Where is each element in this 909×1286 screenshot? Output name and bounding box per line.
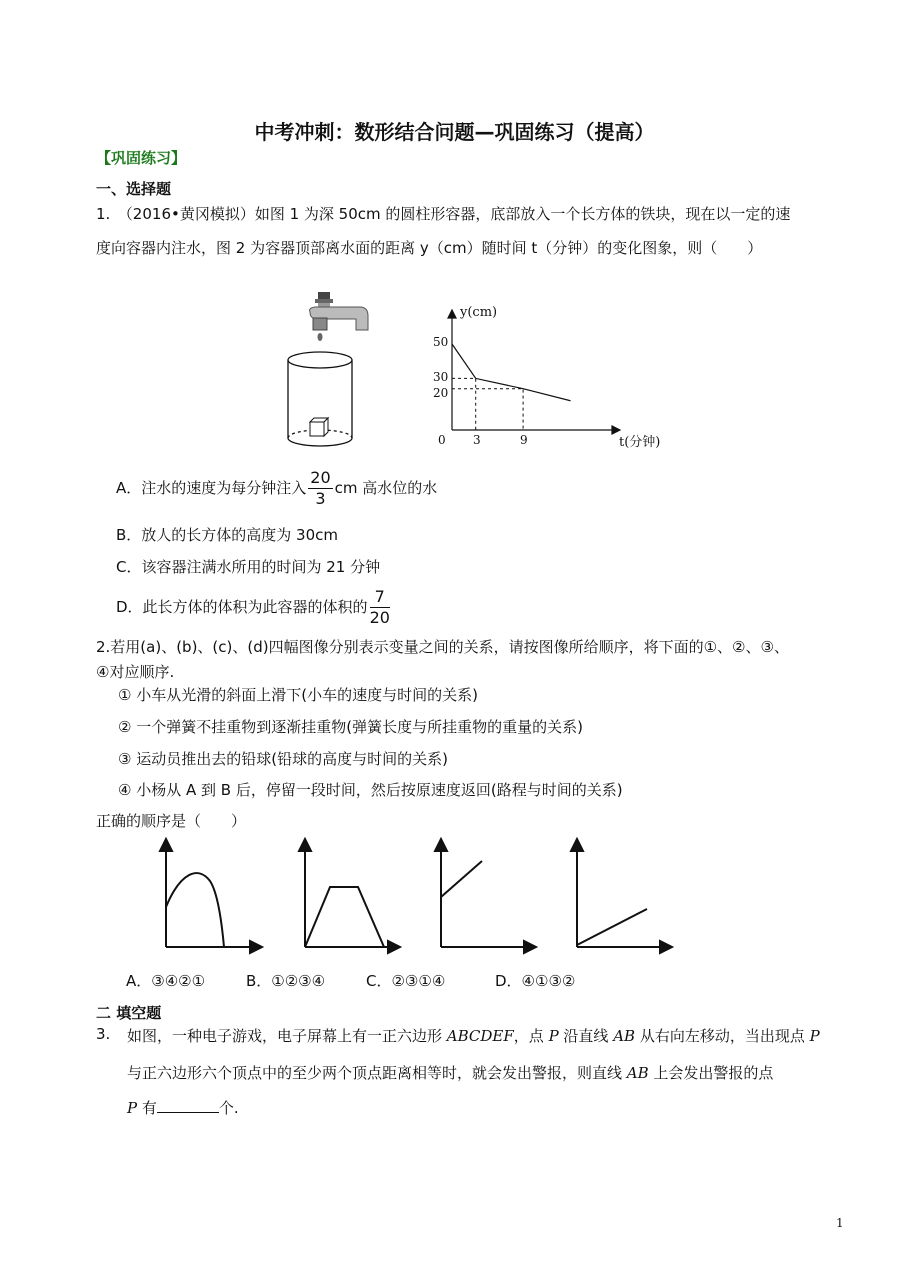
q2-option-a: A．③④②① (126, 972, 206, 990)
q3-line1 (127, 1025, 820, 1046)
figure-graph (420, 296, 680, 456)
q2-line1: 2.若用(a)、(b)、(c)、(d)四幅图像分别表示变量之间的关系，请按图像所给顺序，将下面的①、②、③、 (96, 638, 789, 656)
y-tick-30: 30 (433, 370, 449, 384)
graph-origin-label: 0 (438, 433, 446, 447)
q1-option-b: B．放人的长方体的高度为 30cm (116, 526, 339, 544)
q2-graphs (150, 835, 810, 955)
graph-dashed-guide-2 (452, 389, 523, 430)
q1-option-d-text: D．此长方体的体积为此容器的体积的 (116, 598, 368, 616)
x-tick-9: 9 (520, 433, 528, 447)
q1-option-a-text: A．注水的速度为每分钟注入 (116, 479, 307, 497)
q3-line-ab: AB (613, 1027, 636, 1045)
q3-text: 从右向左移动，当出现点 (635, 1027, 810, 1045)
y-tick-50: 50 (433, 335, 449, 349)
x-tick-3: 3 (473, 433, 481, 447)
figure-container (280, 290, 370, 455)
graph-b (299, 839, 400, 953)
q3-text: 上会发出警报的点 (648, 1064, 774, 1082)
graph-c (435, 839, 536, 953)
q3-line-ab: AB (626, 1064, 649, 1082)
q3-number: 3. (96, 1025, 111, 1043)
q3-hexagon-name: ABCDEF (446, 1027, 514, 1045)
q3-text: 与正六边形六个顶点中的至少两个顶点距离相等时，就会发出警报，则直线 (127, 1064, 627, 1082)
q3-text: ，点 (513, 1027, 549, 1045)
q1-option-c: C．该容器注满水所用的时间为 21 分钟 (116, 558, 381, 576)
q2-item-4: ④ 小杨从 A 到 B 后，停留一段时间，然后按原速度返回(路程与时间的关系) (118, 781, 623, 799)
q2-line2: ④对应顺序. (96, 663, 175, 681)
section-heading-choice: 一、选择题 (96, 180, 172, 198)
q1-line2: 度向容器内注水，图 2 为容器顶部离水面的距离 y（cm）随时间 t（分钟）的变化图象，则（ ） (96, 239, 763, 257)
q3-text: 个. (218, 1099, 239, 1117)
q2-item-3: ③ 运动员推出去的铅球(铅球的高度与时间的关系) (118, 750, 448, 768)
fraction-denominator: 3 (315, 489, 326, 508)
q2-item-2: ② 一个弹簧不挂重物到逐渐挂重物(弹簧长度与所挂重物的重量的关系) (118, 718, 583, 736)
q3-text: 如图，一种电子游戏，电子屏幕上有一正六边形 (127, 1027, 447, 1045)
faucet-icon (310, 292, 368, 341)
q3-answer-blank[interactable] (157, 1098, 219, 1113)
iron-block (310, 418, 328, 436)
graph-y-label: y(cm) (460, 305, 498, 320)
page-number: 1 (836, 1216, 844, 1230)
y-tick-20: 20 (433, 386, 449, 400)
q1-option-a (116, 470, 437, 507)
q1-option-d (116, 589, 392, 626)
fraction-denominator: 20 (369, 608, 390, 627)
q3-point-p: P (127, 1099, 138, 1117)
q1-line1: 1. （2016•黄冈模拟）如图 1 为深 50cm 的圆柱形容器，底部放入一个长方体的铁块，现在以一定的速 (96, 205, 791, 223)
q2-option-b: B．①②③④ (246, 972, 326, 990)
q2-item-1: ① 小车从光滑的斜面上滑下(小车的速度与时间的关系) (118, 686, 478, 704)
section-heading-fill: 二 填空题 (96, 1004, 162, 1022)
fraction-numerator: 7 (370, 589, 390, 608)
q2-prompt: 正确的顺序是（ ） (96, 812, 247, 830)
q2-option-d: D．④①③② (495, 972, 576, 990)
q3-line3 (127, 1097, 239, 1118)
graph-a (160, 839, 262, 953)
graph-d (571, 839, 672, 953)
q1-option-a-tail: cm 高水位的水 (334, 479, 438, 497)
q3-line2 (127, 1062, 773, 1083)
q3-text: 沿直线 (558, 1027, 614, 1045)
graph-line (452, 344, 571, 401)
fraction-numerator: 20 (310, 468, 331, 487)
page-title: 中考冲刺：数形结合问题—巩固练习（提高） (254, 120, 655, 144)
graph-x-label: t(分钟) (619, 435, 661, 450)
q3-text: 有 (137, 1099, 157, 1117)
graph-marks (452, 344, 571, 430)
q3-point-p: P (809, 1027, 820, 1045)
q3-point-p: P (548, 1027, 559, 1045)
q1-option-d-fraction (370, 589, 390, 626)
q2-option-c: C．②③①④ (366, 972, 446, 990)
section-tag: 【巩固练习】 (96, 149, 187, 167)
graph-dashed-guide-1 (452, 378, 476, 430)
q1-option-a-fraction (308, 470, 332, 507)
